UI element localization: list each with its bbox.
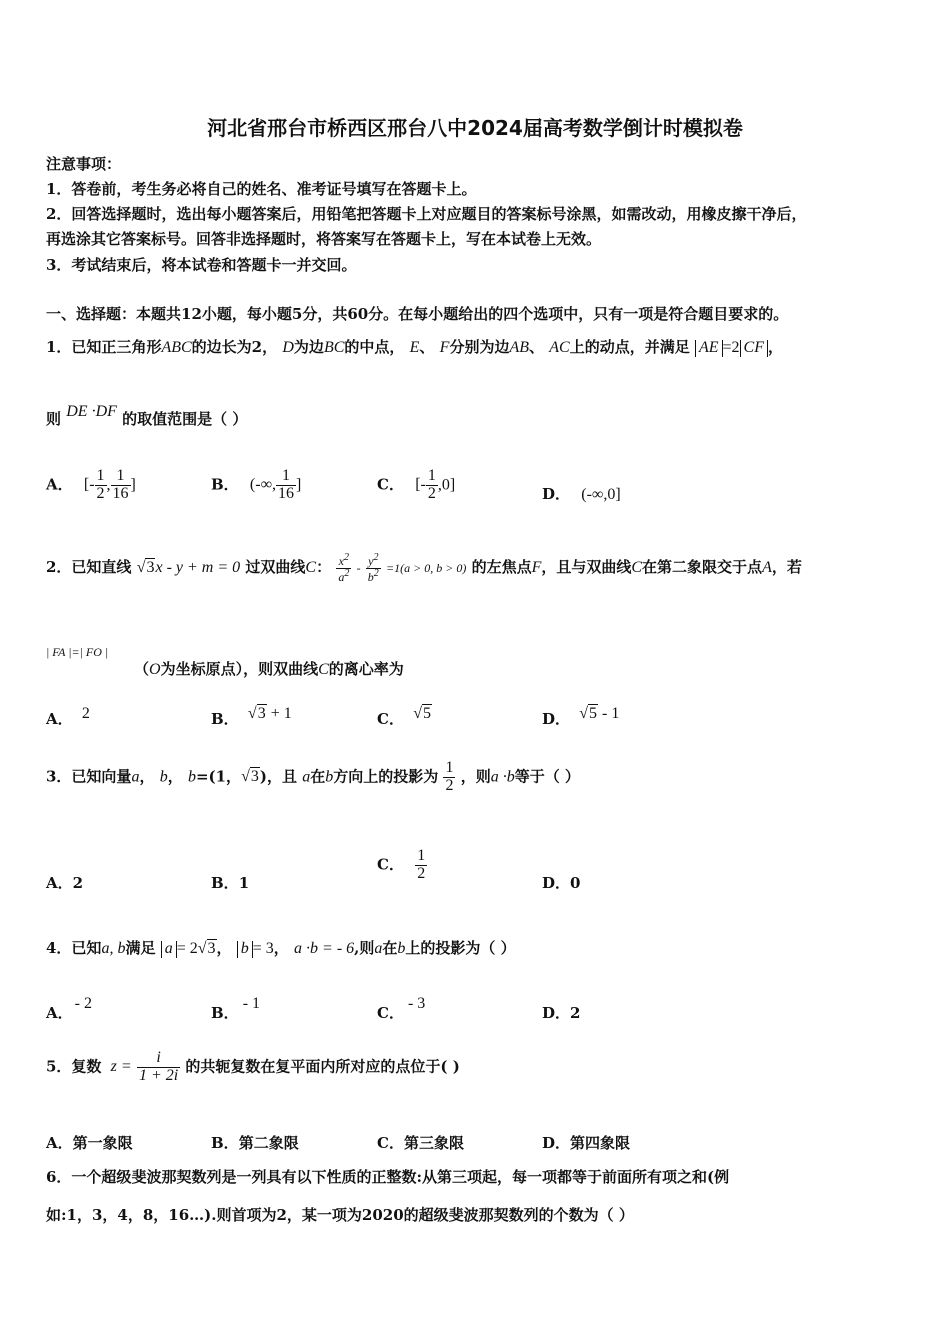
notice-item: 再选涂其它答案标号。回答非选择题时，将答案写在答题卡上，写在本试卷上无效。 <box>46 230 602 248</box>
option-A[interactable]: A．- 2 <box>46 995 92 1022</box>
notice-item: 2．回答选择题时，选出每小题答案后，用铅笔把答题卡上对应题目的答案标号涂黑，如需改动，用橡皮擦干净后， <box>46 205 807 223</box>
option-D[interactable]: D． (-∞,0] <box>542 485 621 503</box>
option-D[interactable]: D．0 <box>542 874 581 892</box>
option-B[interactable]: B．1 <box>211 874 250 892</box>
option-B[interactable]: B．- 1 <box>211 995 261 1022</box>
option-B[interactable]: B． √3 + 1 <box>211 705 292 728</box>
question-4-stem: 4．已知a, b满足 a = 2√3， b = 3， a ·b = - 6,则a在b上的投影为（ ） <box>46 939 516 957</box>
option-A[interactable]: A． 2 <box>46 705 90 728</box>
question-6-stem: 6．一个超级斐波那契数列是一列具有以下性质的正整数:从第三项起，每一项都等于前面所有项之和(例 <box>46 1168 730 1186</box>
question-2-stem-2: （O为坐标原点），则双曲线C的离心率为 <box>134 660 404 678</box>
question-5-stem: 5．复数 z = $\frac{i}{1 + 2i}$ 的共轭复数在复平面内所对应的点位于( ) <box>46 1049 460 1084</box>
question-1-stem: 1．已知正三角形ABC的边长为2， D为边BC的中点， E、 F分别为边AB、 AC上的动点，并满足 AE =2 CF ， <box>46 338 784 356</box>
option-B[interactable]: B． (-∞, $\frac{1}{16}$ ] <box>211 467 302 502</box>
option-C[interactable]: C．- 3 <box>377 995 426 1022</box>
option-A[interactable]: A．第一象限 <box>46 1134 133 1152</box>
option-D[interactable]: D． √5 - 1 <box>542 705 620 728</box>
option-D[interactable]: D．2 <box>542 1004 581 1022</box>
notice-item: 1．答卷前，考生务必将自己的姓名、准考证号填写在答题卡上。 <box>46 180 477 198</box>
question-2-stem: 2．已知直线 √3x - y + m = 0 过双曲线C： $\frac{x^2}{a^2}$ - $\frac{y^2}{b^2}$ =1(a > 0, b > 0) 的左焦点F，且与双曲线C在第二象限交于点A，若 <box>46 552 802 584</box>
option-C[interactable]: C． √5 <box>377 705 431 728</box>
option-A[interactable]: A．2 <box>46 874 84 892</box>
question-6-stem-2: 如:1，3，4，8，16…).则首项为2，某一项为2020的超级斐波那契数列的个数为（ ） <box>46 1206 634 1224</box>
option-C[interactable]: C．第三象限 <box>377 1134 464 1152</box>
option-C[interactable]: C． [- $\frac{1}{2}$ ,0] <box>377 467 456 502</box>
question-3-stem: 3．已知向量a， b， b=(1，√3)，且 a在b方向上的投影为 $\frac{1}{2}$ ，则a ·b等于（ ） <box>46 759 580 794</box>
question-2-abs: | FA |=| FO | <box>46 645 109 659</box>
option-B[interactable]: B．第二象限 <box>211 1134 299 1152</box>
section-heading: 一、选择题：本题共12小题，每小题5分，共60分。在每小题给出的四个选项中，只有一项是符合题目要求的。 <box>46 305 789 323</box>
option-A[interactable]: A． [- $\frac{1}{2}$ , $\frac{1}{16}$ ] <box>46 467 136 502</box>
option-D[interactable]: D．第四象限 <box>542 1134 631 1152</box>
page-title: 河北省邢台市桥西区邢台八中2024届高考数学倒计时模拟卷 <box>207 116 743 140</box>
question-1-stem-2: 则 DE ·DF 的取值范围是（ ） <box>46 403 248 428</box>
notice-heading: 注意事项： <box>46 155 122 173</box>
notice-item: 3．考试结束后，将本试卷和答题卡一并交回。 <box>46 256 357 274</box>
option-C[interactable]: C． $\frac{1}{2}$ <box>377 847 426 882</box>
